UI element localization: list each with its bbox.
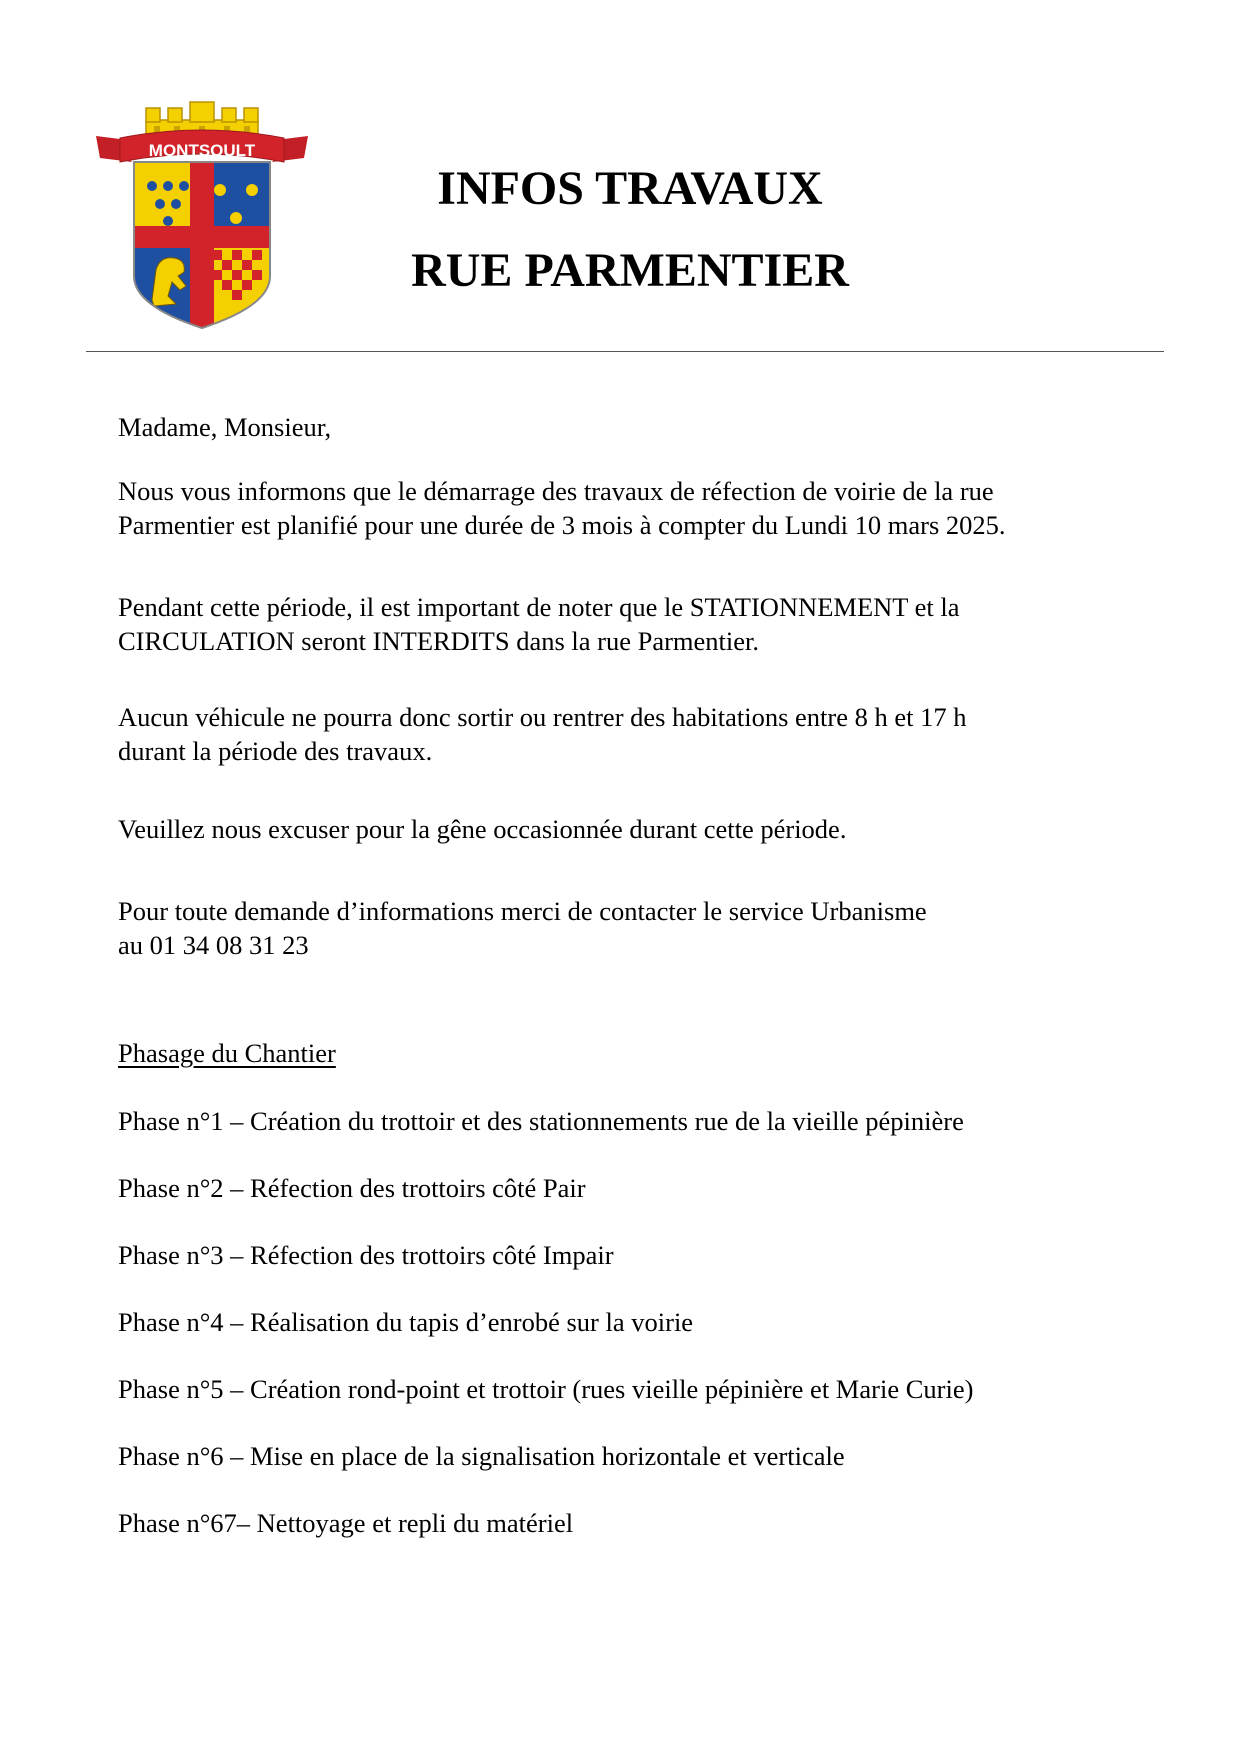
page-title-line-2: RUE PARMENTIER: [411, 244, 849, 297]
phasing-heading: Phasage du Chantier: [118, 1038, 336, 1068]
phase-item-2: Phase n°2 – Réfection des trottoirs côté Pair: [118, 1173, 586, 1203]
paragraph-1-line-2: Parmentier est planifié pour une durée de 3 mois à compter du Lundi 10 mars 2025.: [118, 510, 1006, 540]
phase-item-6: Phase n°6 – Mise en place de la signalisation horizontale et verticale: [118, 1441, 845, 1471]
salutation: Madame, Monsieur,: [118, 412, 332, 442]
paragraph-2-line-2: CIRCULATION seront INTERDITS dans la rue Parmentier.: [118, 626, 760, 656]
montsoult-coat-of-arms-logo: [94, 100, 310, 332]
header-divider: [86, 351, 1164, 352]
phase-item-7: Phase n°67– Nettoyage et repli du matériel: [118, 1508, 574, 1538]
phase-item-1: Phase n°1 – Création du trottoir et des stationnements rue de la vieille pépinière: [118, 1106, 964, 1136]
page-title-line-1: INFOS TRAVAUX: [437, 162, 823, 215]
phase-item-5: Phase n°5 – Création rond-point et trottoir (rues vieille pépinière et Marie Curie): [118, 1374, 974, 1404]
paragraph-4: Veuillez nous excuser pour la gêne occasionnée durant cette période.: [118, 814, 847, 844]
paragraph-1-line-1: Nous vous informons que le démarrage des travaux de réfection de voirie de la rue: [118, 476, 994, 506]
phase-item-4: Phase n°4 – Réalisation du tapis d’enrobé sur la voirie: [118, 1307, 694, 1337]
paragraph-3-line-1: Aucun véhicule ne pourra donc sortir ou rentrer des habitations entre 8 h et 17 h: [118, 702, 967, 732]
contact-phone: au 01 34 08 31 23: [118, 930, 309, 960]
crest-banner-text: MONTSOULT: [148, 141, 256, 160]
paragraph-5-line-1: Pour toute demande d’informations merci de contacter le service Urbanisme: [118, 896, 927, 926]
paragraph-2-line-1: Pendant cette période, il est important de noter que le STATIONNEMENT et la: [118, 592, 960, 622]
phase-item-3: Phase n°3 – Réfection des trottoirs côté Impair: [118, 1240, 614, 1270]
paragraph-3-line-2: durant la période des travaux.: [118, 736, 433, 766]
